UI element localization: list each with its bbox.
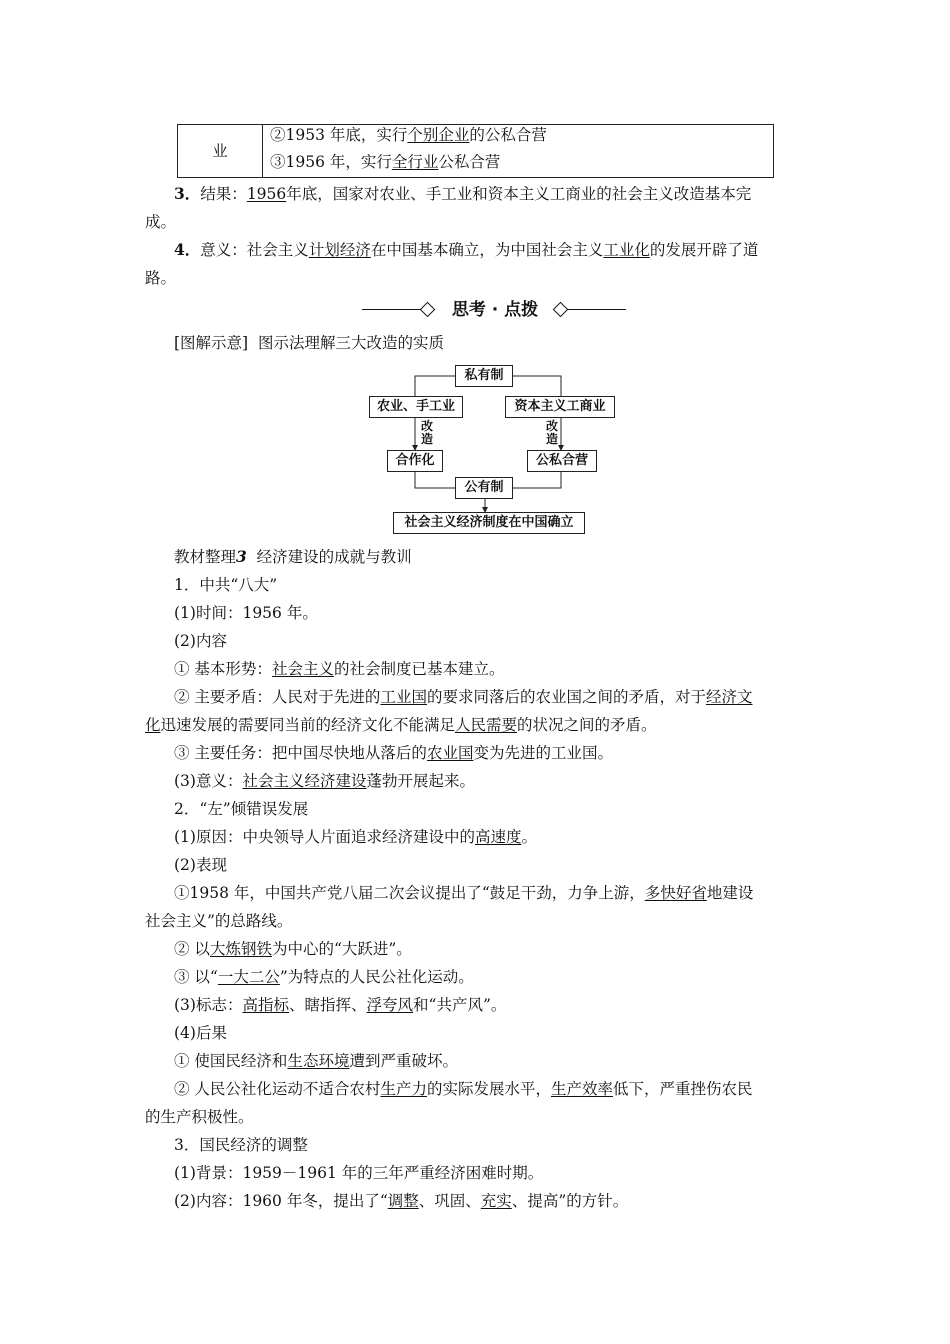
s1-time: (1)时间：1956 年。 [174,604,318,622]
diamond-icon [420,302,436,318]
header-rule-right [568,309,626,310]
table-row-2: ③1956 年，实行全行业公私合营 [270,153,501,171]
s2-p1: ①1958 年，中国共产党八届二次会议提出了“鼓足干劲，力争上游，多快好省地建设 [174,884,754,902]
right-arrow-label: 改 造 [545,419,558,446]
left-arrow-label: 改 造 [420,419,433,446]
diagram-intro: [图解示意] 图示法理解三大改造的实质 [174,334,444,352]
section-header [362,298,626,322]
node-socialist-system: 社会主义经济制度在中国确立 [393,512,585,534]
s2-p3: ③ 以“一大二公”为特点的人民公社化运动。 [174,968,474,986]
meaning-line: 4．意义：社会主义计划经济在中国基本确立，为中国社会主义工业化的发展开辟了道 [174,240,759,259]
table-row-1: ②1953 年底，实行个别企业的公私合营 [270,126,547,144]
node-private-ownership: 私有制 [455,365,513,387]
section3-heading: 教材整理3 经济建设的成就与教训 [174,547,412,566]
result-cont: 成。 [145,213,177,231]
result-line: 3．结果：1956年底，国家对农业、手工业和资本主义工商业的社会主义改造基本完 [174,184,752,203]
node-capitalist-industry: 资本主义工商业 [505,396,615,418]
node-cooperation: 合作化 [387,450,443,472]
s1-c2-cont: 化迅速发展的需要同当前的经济文化不能满足人民需要的状况之间的矛盾。 [145,716,657,734]
s3-title: 3．国民经济的调整 [174,1136,308,1154]
section-header-text: 思考 · 点拨 [451,300,539,320]
reform-diagram [365,362,615,537]
s2-q1: ① 使国民经济和生态环境遭到严重破坏。 [174,1052,458,1070]
meaning-cont: 路。 [145,269,177,287]
s1-c2: ② 主要矛盾：人民对于先进的工业国的要求同落后的农业国之间的矛盾，对于经济文 [174,688,753,706]
s3-content: (2)内容：1960 年冬，提出了“调整、巩固、充实、提高”的方针。 [174,1192,629,1210]
reform-table [177,124,774,178]
s1-c3: ③ 主要任务：把中国尽快地从落后的农业国变为先进的工业国。 [174,744,613,762]
header-rule-left [362,309,420,310]
node-joint-state-private: 公私合营 [527,450,597,472]
s2-sign: (3)标志：高指标、瞎指挥、浮夸风和“共产风”。 [174,996,507,1014]
node-public-ownership: 公有制 [455,477,513,499]
s2-p2: ② 以大炼钢铁为中心的“大跃进”。 [174,940,412,958]
s1-content: (2)内容 [174,632,227,650]
node-agriculture-handicraft: 农业、手工业 [369,396,463,418]
s1-title: 1．中共“八大” [174,576,278,594]
s2-perf: (2)表现 [174,856,227,874]
s3-background: (1)背景：1959－1961 年的三年严重经济困难时期。 [174,1164,544,1182]
s1-significance: (3)意义：社会主义经济建设蓬勃开展起来。 [174,772,475,790]
s2-title: 2．“左”倾错误发展 [174,800,309,818]
s2-p1-cont: 社会主义”的总路线。 [145,912,293,930]
s2-q2-cont: 的生产积极性。 [145,1108,254,1126]
s2-cons: (4)后果 [174,1024,227,1042]
table-cell-label: 业 [178,125,263,177]
diamond-icon [553,302,569,318]
s2-q2: ② 人民公社化运动不适合农村生产力的实际发展水平，生产效率低下，严重挫伤农民 [174,1080,753,1098]
s1-c1: ① 基本形势：社会主义的社会制度已基本建立。 [174,660,505,678]
s2-cause: (1)原因：中央领导人片面追求经济建设中的高速度。 [174,828,537,846]
